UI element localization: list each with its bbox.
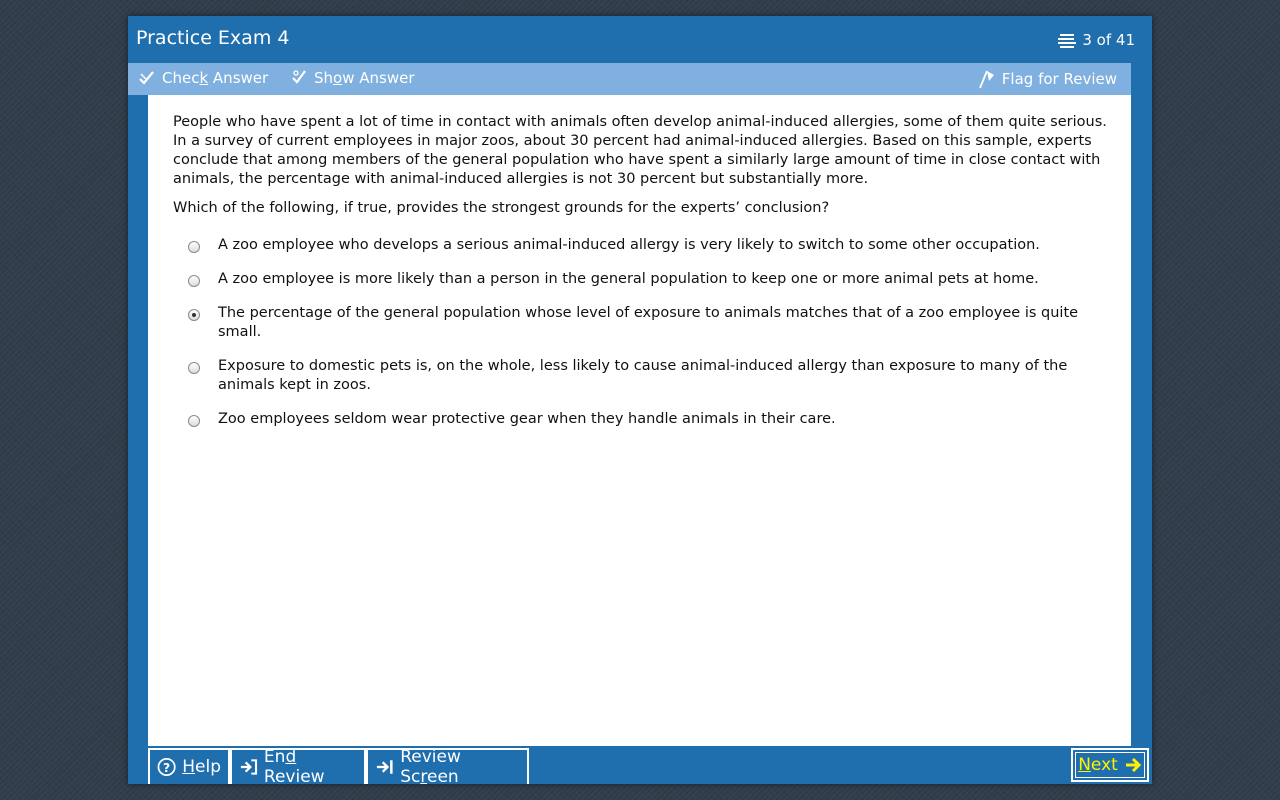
- choice-text: Exposure to domestic pets is, on the whole, less likely to cause animal-induced allergy than exposure to many of the animals kept in zoos.: [218, 358, 1068, 393]
- svg-text:?: ?: [162, 759, 171, 775]
- show-answer-icon: [290, 69, 308, 87]
- choice-text: The percentage of the general population whose level of exposure to animals matches that of a zoo employee is quite small.: [218, 305, 1079, 340]
- help-icon: [157, 757, 176, 777]
- choice-text: A zoo employee is more likely than a person in the general population to keep one or more animal pets at home.: [218, 271, 1039, 287]
- next-label: Next: [1078, 755, 1118, 775]
- review-screen-button[interactable]: [366, 747, 529, 787]
- next-arrow-icon: [1124, 756, 1142, 774]
- next-button[interactable]: [1071, 748, 1149, 782]
- answer-choice[interactable]: [173, 270, 1113, 289]
- show-answer-button[interactable]: [290, 69, 415, 87]
- choice-text: Zoo employees seldom wear protective gear when they handle animals in their care.: [218, 411, 836, 427]
- radio-button[interactable]: [188, 275, 200, 287]
- toolbar: [128, 63, 1131, 95]
- answer-choice[interactable]: [173, 236, 1113, 255]
- question-prompt: Which of the following, if true, provides the strongest grounds for the experts’ conclusion?: [173, 200, 830, 216]
- check-answer-icon: [138, 69, 156, 87]
- flag-icon: [978, 69, 996, 89]
- exam-window: [128, 16, 1152, 787]
- list-icon: [1056, 32, 1078, 48]
- flag-for-review-button[interactable]: [978, 69, 1117, 89]
- radio-button[interactable]: [188, 415, 200, 427]
- exam-title: Practice Exam 4: [136, 27, 290, 49]
- title-bar: [128, 16, 1152, 62]
- answer-choice[interactable]: [173, 410, 1113, 429]
- end-review-label: End Review: [263, 747, 325, 787]
- question-passage: People who have spent a lot of time in contact with animals often develop animal-induced allergies, some of them quite serious. In a survey of current employees in major zoos, about 30 percent had animal-induced allergies. Based on this sample, experts conclude that among members of the general population who have spent a similarly large amount of time in close contact with animals, the percentage with animal-induced allergies is not 30 percent but substantially more.: [173, 114, 1107, 187]
- review-screen-icon: [375, 758, 394, 776]
- choice-text: A zoo employee who develops a serious animal-induced allergy is very likely to switch to some other occupation.: [218, 237, 1040, 253]
- footer-bar: [148, 746, 1152, 787]
- flag-for-review-label: Flag for Review: [1001, 70, 1117, 88]
- check-answer-button[interactable]: [138, 69, 268, 87]
- answer-choices: [173, 236, 1113, 429]
- check-answer-label: Check Answer: [162, 69, 269, 87]
- show-answer-label: Show Answer: [314, 69, 415, 87]
- question-progress: [1056, 31, 1135, 49]
- question-panel: [148, 95, 1131, 746]
- help-button[interactable]: [148, 748, 230, 784]
- answer-choice[interactable]: [173, 304, 1113, 342]
- review-screen-label: Review Screen: [400, 747, 461, 787]
- question: [173, 113, 1113, 444]
- progress-text: 3 of 41: [1082, 31, 1135, 49]
- end-review-icon: [239, 758, 258, 776]
- help-label: Help: [182, 757, 221, 777]
- answer-choice[interactable]: [173, 357, 1113, 395]
- radio-button[interactable]: [188, 241, 200, 253]
- radio-button[interactable]: [188, 362, 200, 374]
- end-review-button[interactable]: [230, 747, 366, 787]
- radio-button[interactable]: [188, 309, 200, 321]
